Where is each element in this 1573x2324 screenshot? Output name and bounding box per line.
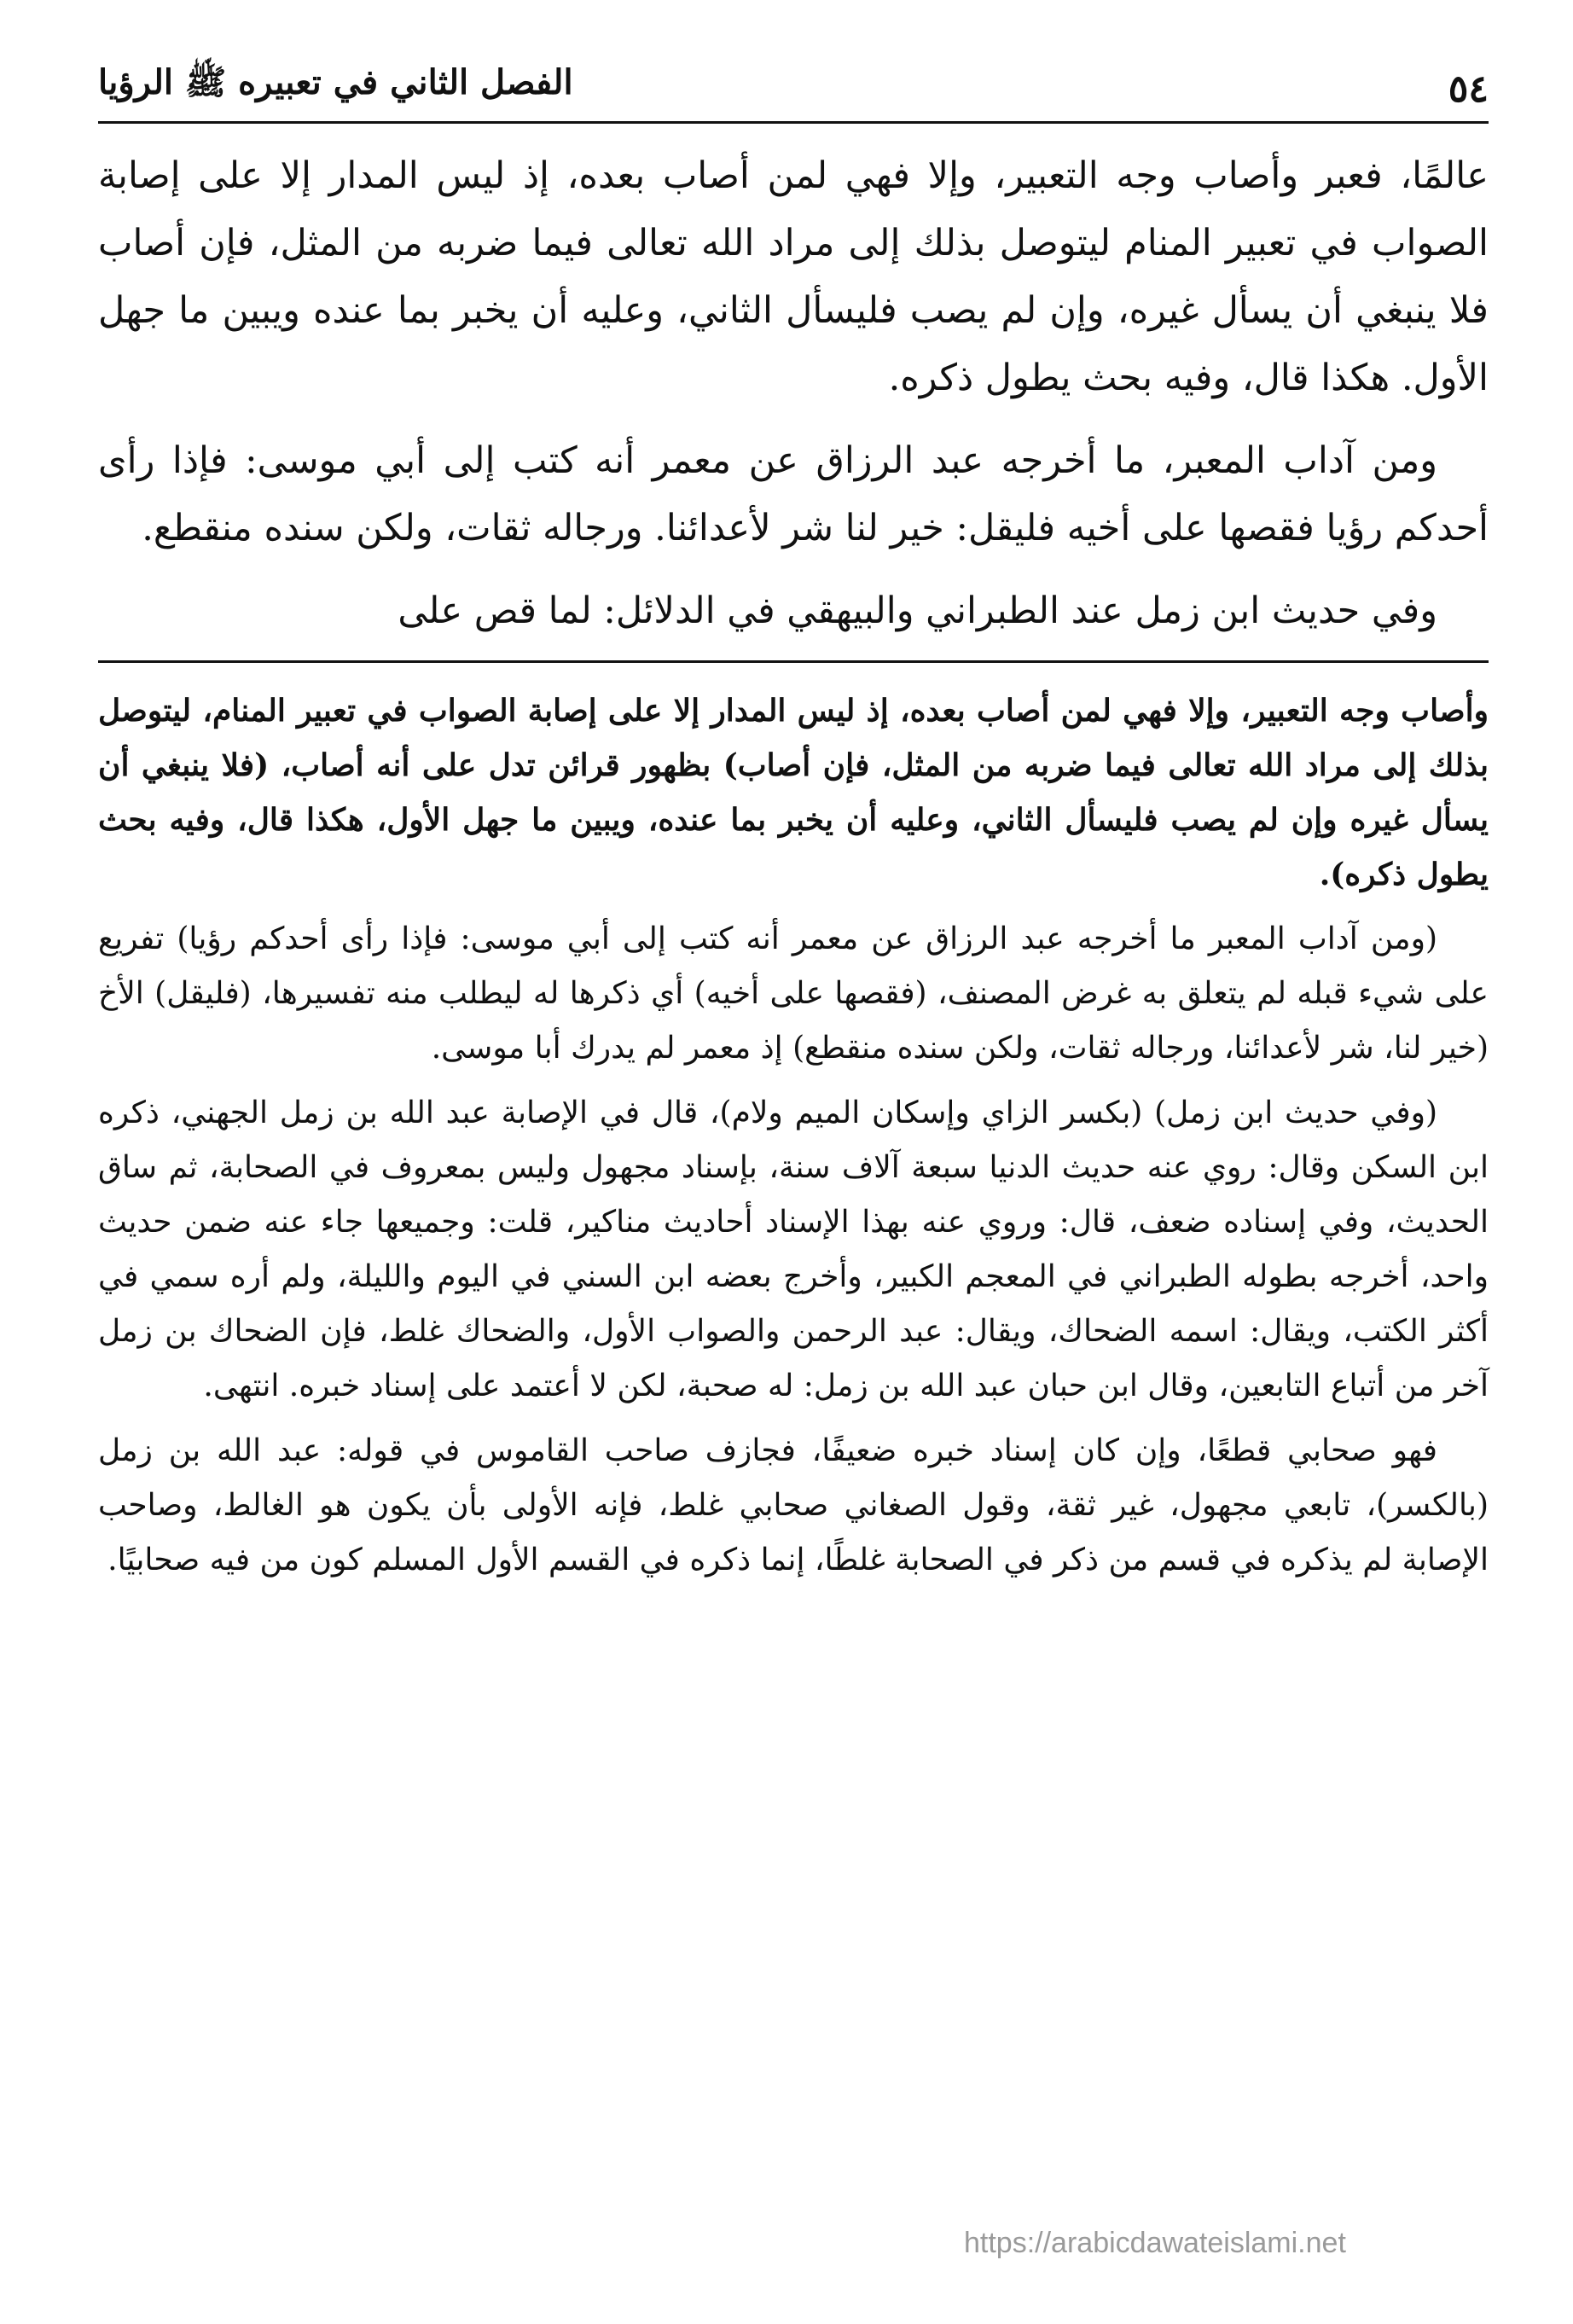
document-page [98,51,1489,1598]
section-divider [98,660,1489,663]
commentary-text [98,683,1489,1588]
chapter-title: الفصل الثاني في تعبيره ﷺ الرؤيا [98,62,573,102]
main-paragraph: عالمًا، فعبر وأصاب وجه التعبير، وإلا فهي لمن أصاب بعده، إذ ليس المدار إلا على إصابة الصواب في تعبير المنام ليتوصل بذلك إلى مراد الله تعالى فيما ضربه من المثل، فإن أصاب فلا ينبغي أن يسأل غيره، وإن لم يصب فليسأل الثاني، وعليه أن يخبر بما عنده ويبين ما جهل الأول. هكذا قال، وفيه بحث يطول ذكره. [98,154,1489,399]
main-paragraph: وفي حديث ابن زمل عند الطبراني والبيهقي في الدلائل: لما قص على [398,590,1437,632]
page-number: ٥٤ [1448,67,1489,111]
main-paragraph: ومن آداب المعبر، ما أخرجه عبد الرزاق عن معمر أنه كتب إلى أبي موسى: فإذا رأى أحدكم رؤيا فقصها على أخيه فليقل: خير لنا شر لأعدائنا. ورجاله ثقات، ولكن سنده منقطع. [98,439,1489,549]
main-text [98,142,1489,645]
commentary-paragraph: وأصاب وجه التعبير، وإلا فهي لمن أصاب بعده، إذ ليس المدار إلا على إصابة الصواب في تعبير المنام، ليتوصل بذلك إلى مراد الله تعالى فيما ضربه من المثل، فإن أصاب) بظهور قرائن تدل على أنه أصاب، (فلا ينبغي أن يسأل غيره وإن لم يصب فليسأل الثاني، وعليه أن يخبر بما عنده، ويبين ما جهل الأول، هكذا قال، وفيه بحث يطول ذكره). [98,693,1489,892]
commentary-paragraph: (ومن آداب المعبر ما أخرجه عبد الرزاق عن معمر أنه كتب إلى أبي موسى: فإذا رأى أحدكم رؤيا) تفريع على شيء قبله لم يتعلق به غرض المصنف، (فقصها على أخيه) أي ذكرها له ليطلب منه تفسيرها، (فليقل) الأخ (خير لنا، شر لأعدائنا، ورجاله ثقات، ولكن سنده منقطع) إذ معمر لم يدرك أبا موسى. [98,921,1489,1066]
page-header [98,51,1489,124]
watermark-url: https://arabicdawateislami.net [964,2227,1346,2259]
commentary-paragraph: فهو صحابي قطعًا، وإن كان إسناد خبره ضعيفًا، فجازف صاحب القاموس في قوله: عبد الله بن زمل (بالكسر)، تابعي مجهول، غير ثقة، وقول الصغاني صحابي غلط، فإنه الأولى بأن يكون هو الغالط، وصاحب الإصابة لم يذكره في قسم من ذكر في الصحابة غلطًا، إنما ذكره في القسم الأول المسلم كون من فيه صحابيًا. [98,1433,1489,1577]
commentary-paragraph: (وفي حديث ابن زمل) (بكسر الزاي وإسكان الميم ولام)، قال في الإصابة عبد الله بن زمل الجهني، ذكره ابن السكن وقال: روي عنه حديث الدنيا سبعة آلاف سنة، بإسناد مجهول وليس بمعروف في الصحابة، ثم ساق الحديث، وفي إسناده ضعف، قال: وروي عنه بهذا الإسناد أحاديث مناكير، قلت: وجميعها جاء عنه ضمن حديث واحد، أخرجه بطوله الطبراني في المعجم الكبير، وأخرج بعضه ابن السني في اليوم والليلة، ولم أره سمي في أكثر الكتب، ويقال: اسمه الضحاك، ويقال: عبد الرحمن والصواب الأول، والضحاك غلط، فإن الضحاك بن زمل آخر من أتباع التابعين، وقال ابن حبان عبد الله بن زمل: له صحبة، لكن لا أعتمد على إسناد خبره. انتهى. [98,1095,1489,1403]
